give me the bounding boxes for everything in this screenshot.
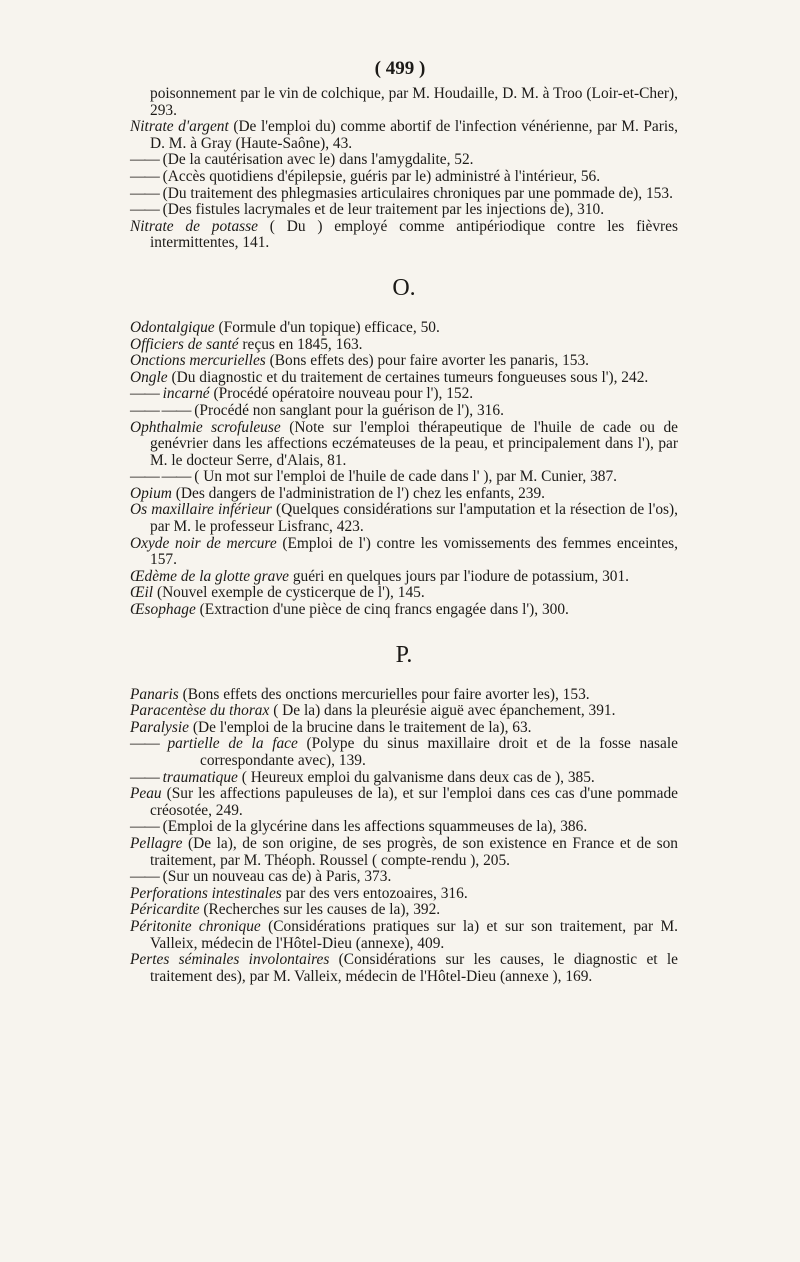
index-entry bbox=[130, 370, 678, 387]
ditto-dash: —— bbox=[130, 385, 159, 403]
entry-headword: Peau bbox=[130, 785, 162, 803]
index-entry bbox=[130, 569, 678, 586]
entry-headword: Pertes séminales involontaires bbox=[130, 951, 330, 969]
entry-text: (Polype du sinus maxillaire droit et de la fosse nasale correspondante avec), 139. bbox=[200, 735, 678, 769]
entry-text: (De l'emploi du) comme abortif de l'infection vénérienne, par M. Paris, D. M. à Gray (Haute-Saône), 43. bbox=[150, 118, 678, 152]
ditto-dash: —— —— bbox=[130, 401, 191, 419]
entry-text: (Du traitement des phlegmasies articulaires chroniques par une pommade de), 153. bbox=[158, 184, 673, 202]
index-entry bbox=[130, 952, 678, 985]
entry-headword: Perforations intestinales bbox=[130, 884, 282, 902]
entry-headword: Œdème de la glotte grave bbox=[130, 567, 289, 585]
index-entry bbox=[130, 886, 678, 903]
entry-headword: Paralysie bbox=[130, 718, 189, 736]
entry-headword: Os maxillaire inférieur bbox=[130, 501, 272, 519]
entry-headword: Panaris bbox=[130, 685, 179, 703]
entry-headword: Péricardite bbox=[130, 901, 200, 919]
index-entry bbox=[130, 186, 678, 203]
entry-text: (Considérations sur les causes, le diagnostic et le traitement des), par M. Valleix, médecin de l'Hôtel-Dieu (annexe ), 169. bbox=[150, 951, 678, 985]
index-entry bbox=[130, 736, 678, 769]
section-o-entries bbox=[130, 320, 678, 619]
index-entry bbox=[130, 770, 678, 787]
entry-text: (Nouvel exemple de cysticerque de l'), 145. bbox=[153, 584, 425, 602]
index-entry bbox=[130, 502, 678, 535]
index-column bbox=[130, 86, 678, 985]
index-entry bbox=[130, 353, 678, 370]
letter-heading-p: P. bbox=[395, 641, 413, 668]
entry-text: (Note sur l'emploi thérapeutique de l'huile de cade ou de genévrier dans les affections eczémateuses de la peau, et principalement dans l'), par M. le docteur Serre, d'Alais, 81. bbox=[150, 418, 679, 469]
index-entry bbox=[130, 202, 678, 219]
entry-text: (Emploi de la glycérine dans les affections squammeuses de la), 386. bbox=[158, 818, 588, 836]
entry-text: (De la), de son origine, de ses progrès, de son existence en France et de son traitement, par M. Théoph. Roussel ( compte-rendu ), 205. bbox=[150, 834, 678, 869]
page-number: ( 499 ) bbox=[374, 58, 426, 79]
index-entry bbox=[130, 703, 678, 720]
entry-text: (Procédé non sanglant pour la guérison de l'), 316. bbox=[190, 401, 504, 419]
index-entry bbox=[130, 536, 678, 569]
index-entry bbox=[130, 902, 678, 919]
entry-headword: Nitrate d'argent bbox=[130, 118, 229, 136]
ditto-dash: —— bbox=[130, 768, 159, 786]
entry-text: (Extraction d'une pièce de cinq francs engagée dans l'), 300. bbox=[195, 601, 569, 619]
ditto-dash: —— bbox=[130, 167, 159, 185]
entry-text: (Bons effets des) pour faire avorter les panaris, 153. bbox=[265, 352, 590, 370]
index-entry bbox=[130, 720, 678, 737]
entry-text: (Bons effets des onctions mercurielles pour faire avorter les), 153. bbox=[178, 685, 590, 703]
entry-text: (De la cautérisation avec le) dans l'amygdalite, 52. bbox=[158, 151, 474, 169]
ditto-dash: —— bbox=[130, 151, 159, 169]
entry-headword: Ongle bbox=[130, 368, 168, 386]
entry-text: guéri en quelques jours par l'iodure de potassium, 301. bbox=[288, 567, 629, 585]
index-entry bbox=[130, 602, 678, 619]
entry-headword: partielle de la face bbox=[158, 735, 298, 753]
section-p-entries bbox=[130, 687, 678, 986]
index-entry bbox=[130, 337, 678, 354]
index-entry bbox=[130, 687, 678, 704]
index-entry bbox=[130, 403, 678, 420]
index-entry bbox=[130, 486, 678, 503]
entry-headword: Officiers de santé bbox=[130, 335, 239, 353]
entry-text: (Recherches sur les causes de la), 392. bbox=[199, 901, 441, 919]
index-entry bbox=[130, 219, 678, 252]
entry-text: (Sur les affections papuleuses de la), et sur l'emploi dans ces cas d'une pommade créosotée, 249. bbox=[150, 785, 678, 819]
index-entry bbox=[130, 919, 678, 952]
entry-headword: Odontalgique bbox=[130, 318, 215, 336]
entry-headword: Œsophage bbox=[130, 601, 196, 619]
ditto-dash: —— bbox=[130, 184, 159, 202]
entry-headword: Péritonite chronique bbox=[130, 917, 261, 935]
ditto-dash: —— bbox=[130, 201, 159, 219]
index-entry bbox=[130, 420, 678, 470]
entry-headword: Œil bbox=[130, 584, 154, 602]
entry-text: (Accès quotidiens d'épilepsie, guéris par le) administré à l'intérieur, 56. bbox=[158, 167, 601, 185]
entry-text: ( Du ) employé comme antipériodique contre les fièvres intermittentes, 141. bbox=[150, 217, 678, 252]
entry-text: poisonnement par le vin de colchique, par M. Houdaille, D. M. à Troo (Loir-et-Cher), 293. bbox=[150, 85, 678, 119]
entry-text: (Quelques considérations sur l'amputation et la résection de l'os), par M. le professeur Lisfranc, 423. bbox=[150, 501, 678, 536]
entry-text: reçus en 1845, 163. bbox=[238, 335, 363, 353]
ditto-dash: —— bbox=[130, 818, 159, 836]
ditto-dash: —— bbox=[130, 868, 159, 886]
index-entry bbox=[130, 386, 678, 403]
entry-text: (Sur un nouveau cas de) à Paris, 373. bbox=[158, 868, 392, 886]
index-entry bbox=[130, 469, 678, 486]
index-entry bbox=[130, 819, 678, 836]
entry-text: (Procédé opératoire nouveau pour l'), 152. bbox=[209, 385, 474, 403]
ditto-dash: —— bbox=[130, 735, 159, 753]
index-entry bbox=[130, 169, 678, 186]
index-entry bbox=[130, 869, 678, 886]
index-entry bbox=[130, 786, 678, 819]
entry-text: ( Heureux emploi du galvanisme dans deux cas de ), 385. bbox=[237, 768, 595, 786]
entry-headword: Ophthalmie scrofuleuse bbox=[130, 418, 281, 436]
entry-text: ( De la) dans la pleurésie aiguë avec épanchement, 391. bbox=[269, 702, 616, 720]
entry-headword: Onctions mercurielles bbox=[130, 352, 266, 370]
entry-text: (Des fistules lacrymales et de leur traitement par les injections de), 310. bbox=[158, 201, 605, 219]
entry-text: (Formule d'un topique) efficace, 50. bbox=[214, 318, 440, 336]
index-entry bbox=[130, 585, 678, 602]
index-entry bbox=[130, 152, 678, 169]
index-entry bbox=[130, 836, 678, 869]
index-entry bbox=[130, 119, 678, 152]
entry-headword: incarné bbox=[158, 385, 210, 403]
entry-text: ( Un mot sur l'emploi de l'huile de cade dans l' ), par M. Cunier, 387. bbox=[190, 468, 618, 486]
index-entry bbox=[130, 86, 678, 119]
entry-text: (Du diagnostic et du traitement de certaines tumeurs fongueuses sous l'), 242. bbox=[167, 368, 649, 386]
entry-headword: Oxyde noir de mercure bbox=[130, 534, 277, 552]
entry-text: (Considérations pratiques sur la) et sur son traitement, par M. Valleix, médecin de l'Hôtel-Dieu (annexe), 409. bbox=[150, 917, 678, 952]
entry-headword: traumatique bbox=[158, 768, 238, 786]
entry-headword: Nitrate de potasse bbox=[130, 217, 258, 235]
ditto-dash: —— —— bbox=[130, 468, 191, 486]
entry-text: (Des dangers de l'administration de l') chez les enfants, 239. bbox=[171, 484, 546, 502]
index-entry bbox=[130, 320, 678, 337]
letter-heading-o: O. bbox=[392, 274, 416, 301]
section-n-entries bbox=[130, 86, 678, 252]
entry-headword: Opium bbox=[130, 484, 172, 502]
entry-headword: Pellagre bbox=[130, 834, 183, 852]
entry-text: (De l'emploi de la brucine dans le traitement de la), 63. bbox=[189, 718, 532, 736]
entry-headword: Paracentèse du thorax bbox=[130, 702, 270, 720]
entry-text: (Emploi de l') contre les vomissements des femmes enceintes, 157. bbox=[150, 534, 678, 569]
entry-text: par des vers entozoaires, 316. bbox=[281, 884, 468, 902]
